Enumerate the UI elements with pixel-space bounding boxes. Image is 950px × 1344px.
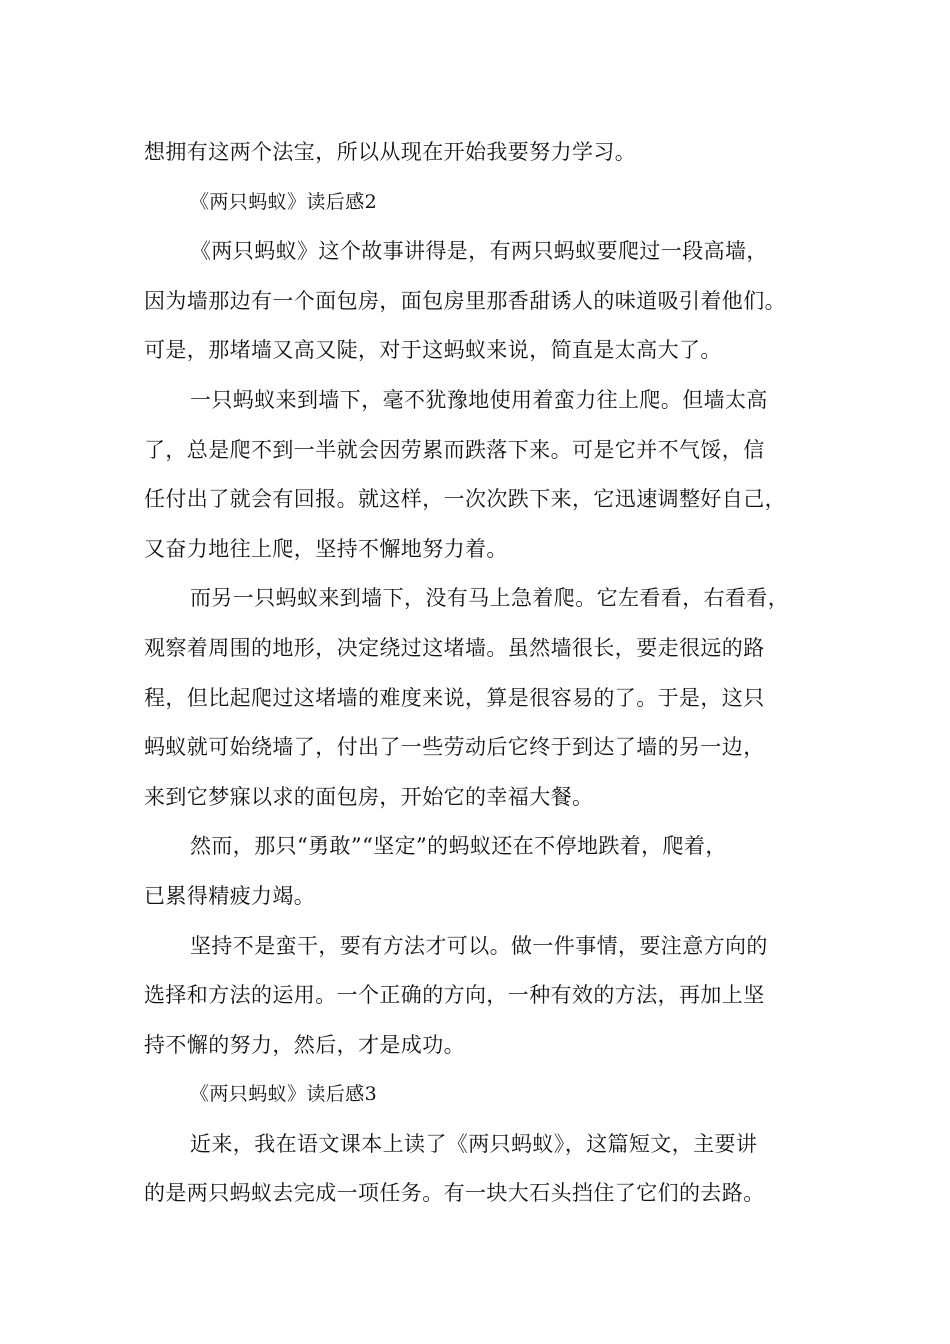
- text-line: 了，总是爬不到一半就会因劳累而跌落下来。可是它并不气馁，信: [144, 437, 765, 462]
- text-line: 来到它梦寐以求的面包房，开始它的幸福大餐。: [144, 784, 594, 809]
- text-line: 的是两只蚂蚁去完成一项任务。有一块大石头挡住了它们的去路。: [144, 1181, 765, 1206]
- text-line: 选择和方法的运用。一个正确的方向，一种有效的方法，再加上坚: [144, 983, 765, 1008]
- text-line: 可是，那堵墙又高又陡，对于这蚂蚁来说，简直是太高大了。: [144, 338, 722, 363]
- text-line: 坚持不是蛮干，要有方法才可以。做一件事情，要注意方向的: [190, 933, 768, 958]
- text-line: 然而，那只“勇敢”“坚定”的蚂蚁还在不停地跌着，爬着，: [190, 834, 727, 859]
- text-line: 任付出了就会有回报。就这样，一次次跌下来，它迅速调整好自己，: [144, 487, 786, 512]
- text-line: 而另一只蚂蚁来到墙下，没有马上急着爬。它左看看，右看看，: [190, 586, 790, 611]
- document-body: [144, 128, 834, 1219]
- text-line: 又奋力地往上爬，坚持不懈地努力着。: [144, 536, 508, 561]
- text-line: 观察着周围的地形，决定绕过这堵墙。虽然墙很长，要走很远的路: [144, 635, 765, 660]
- text-line: 《两只蚂蚁》这个故事讲得是，有两只蚂蚁要爬过一段高墙，: [190, 239, 768, 264]
- text-line: 持不懈的努力，然后，才是成功。: [144, 1032, 465, 1057]
- text-line: 一只蚂蚁来到墙下，毫不犹豫地使用着蛮力往上爬。但墙太高: [190, 387, 768, 412]
- section-heading: 《两只蚂蚁》读后感2: [190, 190, 378, 213]
- text-line: 因为墙那边有一个面包房，面包房里那香甜诱人的味道吸引着他们。: [144, 288, 786, 313]
- text-line: 程，但比起爬过这堵墙的难度来说，算是很容易的了。于是，这只: [144, 685, 765, 710]
- text-line: 近来，我在语文课本上读了《两只蚂蚁》，这篇短文，主要讲: [190, 1131, 758, 1156]
- text-line: 想拥有这两个法宝，所以从现在开始我要努力学习。: [144, 140, 637, 164]
- section-heading: 《两只蚂蚁》读后感3: [190, 1083, 378, 1106]
- text-line: 已累得精疲力竭。: [144, 883, 316, 908]
- text-line: 蚂蚁就可始绕墙了，付出了一些劳动后它终于到达了墙的另一边，: [144, 735, 765, 760]
